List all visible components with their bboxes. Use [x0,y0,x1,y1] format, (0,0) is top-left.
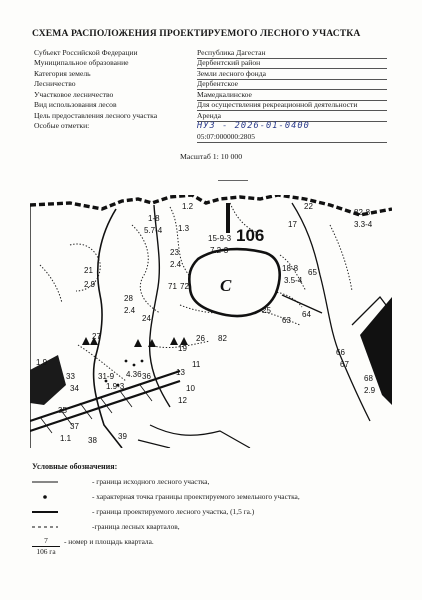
legend-text: -граница лесных кварталов, [92,522,180,531]
map-label: 2.9 [364,386,376,395]
fraction-symbol [32,536,60,557]
map-label: 37 [70,422,79,431]
map-label: 39 [118,432,127,441]
map-label: 13 [176,368,185,377]
map-label: 2.4 [124,306,136,315]
map-label: 12 [178,396,187,405]
map-label: 1.2 [182,202,194,211]
dashed-line-symbol [30,521,90,533]
legend-item [30,506,410,518]
map-label: 66 [336,348,345,357]
info-label: Цель предоставления лесного участка [34,111,158,120]
map-label: 63 [282,316,291,325]
fraction-denominator: 106 га [36,547,56,556]
info-value: Дербентское [197,79,387,90]
map-label: 3.5-4 [284,276,303,285]
info-label: Лесничество [34,79,76,88]
info-value: Для осуществления рекреационной деятельности [197,100,387,111]
info-value: Республика Дагестан [197,48,387,59]
thick-line-symbol [30,506,90,518]
map-label: 33 [66,372,75,381]
legend-item [30,536,410,560]
map-label: 21 [84,266,93,275]
scale-label: Масштаб 1: 10 000 [180,152,243,161]
info-label: Вид использования лесов [34,100,117,109]
map-label: 1-8 [148,214,160,223]
solid-line-symbol [30,476,90,488]
map-label: 38 [88,436,97,445]
info-label: Муниципальное образование [34,58,129,67]
map-label: 67 [340,360,349,369]
map-label: 64 [302,310,311,319]
map-label: 5.7-4 [144,226,163,235]
map-label: 1.9-3 [106,382,125,391]
legend-heading: Условные обозначения: [32,462,118,471]
legend-text: - номер и площадь квартала. [64,537,154,546]
map-label: 2.4 [170,260,182,269]
map-label: 22 [304,202,313,211]
fraction-numerator: 7 [32,536,60,547]
legend-text: - характерная точка границы проектируемого земельного участка, [92,492,300,501]
map-label: 36 [142,372,151,381]
map-label: 72 [180,282,189,291]
legend-item [30,521,410,533]
map-label: 7.2-3 [210,246,229,255]
map-label: 65 [308,268,317,277]
map-label: 68 [364,374,373,383]
map-label: 1.1 [60,434,72,443]
map-label: 3.3-4 [354,220,373,229]
info-label: Категория земель [34,69,91,78]
map-label: 2.9 [84,280,96,289]
map-label: 82 [218,334,227,343]
map-label: 10 [186,384,195,393]
plot-letter: С [220,276,232,295]
map-label: 23 [170,248,179,257]
map-label: 31-9 [98,372,115,381]
info-value: Аренда [197,111,387,122]
info-label: Субъект Российской Федерации [34,48,138,57]
map-svg [30,195,392,448]
info-label: Участковое лесничество [34,90,114,99]
cadastral-number: 05:07:000000:2805 [197,132,387,143]
map-labels [36,202,376,445]
territory-boundary [94,209,122,448]
map-label: 1.3 [178,224,190,233]
info-value: Мамедкалинское [197,90,387,101]
map-label: 15-9-3 [208,234,232,243]
quarter-number: 106 [236,226,265,245]
info-value: Земли лесного фонда [197,69,387,80]
map-label: 19 [178,344,187,353]
map-label: 25 [262,306,271,315]
legend-text: - граница исходного лесного участка, [92,477,210,486]
map-label: 1.9 [36,358,48,367]
map-label: 26 [196,334,205,343]
info-label: Особые отметки: [34,121,90,130]
handwritten-note: НУЗ - 2026-01-0400 [197,121,310,131]
legend-item [30,491,410,503]
outer-boundary [30,195,392,215]
map-label: 4.36 [126,370,142,379]
map-label: 34 [70,384,79,393]
legend-text: - граница проектируемого лесного участка, (1,5 га.) [92,507,255,516]
info-value: Дербентский район [197,58,387,69]
map-label: 17 [288,220,297,229]
dot-symbol [30,491,90,503]
document-title: СХЕМА РАСПОЛОЖЕНИЯ ПРОЕКТИРУЕМОГО ЛЕСНОГО УЧАСТКА [32,28,361,39]
map-label: 11 [192,360,201,369]
map-label: 27 [92,332,101,341]
map-label: 71 [168,282,177,291]
map-label: 24 [142,314,151,323]
map-label: 18-8 [282,264,299,273]
legend-item [30,476,410,488]
forest-map [30,195,392,448]
scale-bar [218,180,248,181]
map-label: 28 [124,294,133,303]
map-label: 82-8 [354,208,371,217]
map-label: 35 [58,406,67,415]
